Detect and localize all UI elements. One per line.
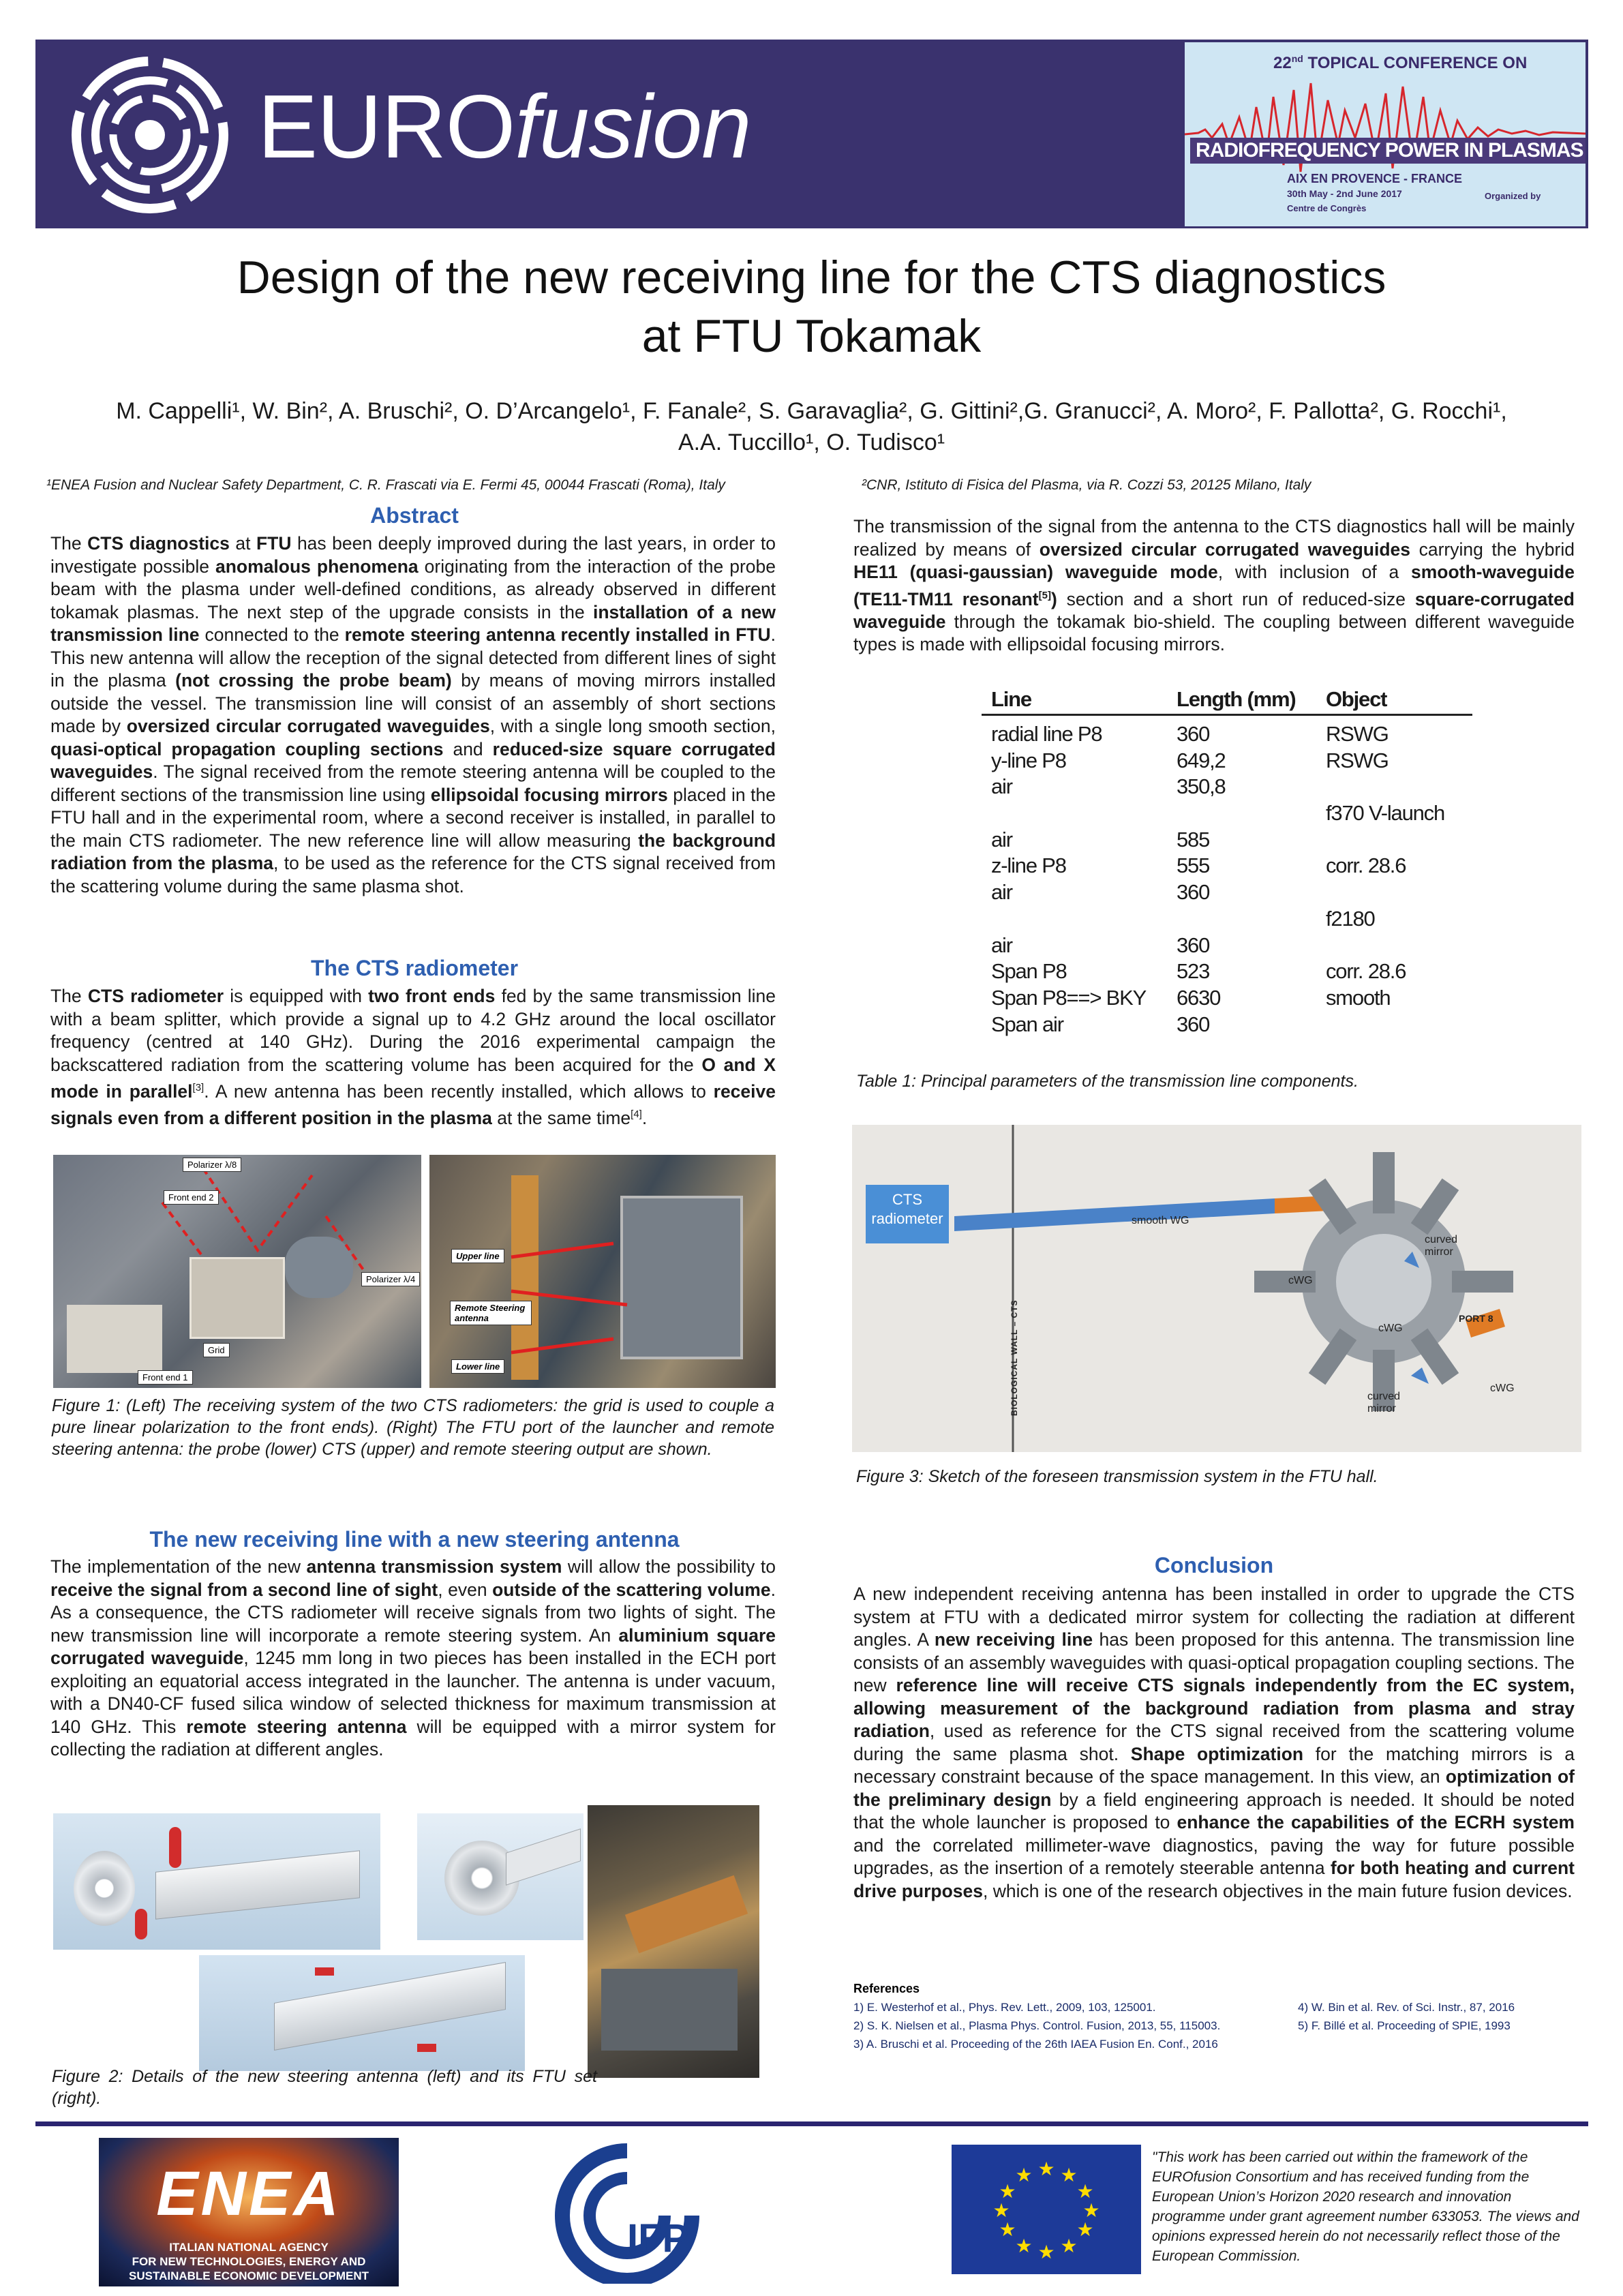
- table-row: Span air 360: [991, 1012, 1210, 1036]
- label-polarizer-4: Polarizer λ/4: [361, 1272, 420, 1286]
- curved-mirror-label-1: curved mirror: [1425, 1234, 1458, 1258]
- enea-tagline: ITALIAN NATIONAL AGENCY FOR NEW TECHNOLOGIES, ENERGY AND SUSTAINABLE ECONOMIC DEVELOPMENT: [129, 2241, 369, 2282]
- label-upper-line: Upper line: [451, 1249, 504, 1263]
- svg-text:★: ★: [1037, 2241, 1055, 2263]
- ifp-logo-block: [545, 2141, 709, 2284]
- table-row: Span P8==> BKY 6630 smooth: [991, 985, 1391, 1010]
- footer-divider: [35, 2121, 1588, 2126]
- abstract-text: The CTS diagnostics at FTU has been deeply improved during the last years, in order to investigate possible anomalous phenomena originating from the interaction of the probe beam with the plasma under well-defined conditions, as already observed in different tokamak plasmas. The next step of the upgrade consists in the installation of a new transmission line connected to the remote steering antenna recently installed in FTU. This new antenna will allow the reception of the signal detected from different lines of sight in the plasma (not crossing the probe beam) by means of moving mirrors installed outside the vessel. The transmission line will consist of an assembly of short sections made by oversized circular corrugated waveguides, with a single long smooth section, quasi-optical propagation coupling sections and reduced-size square corrugated waveguides. The signal received from the remote steering antenna will be coupled to the different sections of the transmission line using ellipsoidal focusing mirrors placed in the FTU hall and in the experimental room, where a second receiver is installed, in parallel to the main CTS radiometer. The new reference line will allow measuring the background radiation from the plasma, to be used as the reference for the CTS signal received from the scattering volume during the same plasma shot.: [50, 533, 776, 896]
- acknowledgement-text: "This work has been carried out within the framework of the EUROfusion Consortium and has received funding from the European Union’s Horizon 2020 research and innovation programme under grant agreement number 633053. The views and opinions expressed herein do not necessarily reflect those of the European Commission.: [1152, 2149, 1579, 2264]
- table1: [982, 680, 1472, 1038]
- poster-title: Design of the new receiving line for the CTS diagnostics at FTU Tokamak: [237, 252, 1386, 362]
- label-remote-steering-antenna: Remote Steering antenna: [450, 1301, 532, 1325]
- biological-wall-label: BIOLOGICAL WALL – CTS: [1010, 1299, 1019, 1416]
- svg-text:★: ★: [1076, 2180, 1094, 2203]
- enea-logo-block: [99, 2138, 399, 2286]
- ifp-logo-text: IFP: [627, 2216, 689, 2261]
- eu-stars-icon: [952, 2145, 1141, 2274]
- author-list: M. Cappelli¹, W. Bin², A. Bruschi², O. D’Arcangelo¹, F. Fanale², S. Garavaglia², G. Gittini²,G. Granucci², A. Moro², F. Pallotta², G. Rocchi¹, A.A. Tuccillo¹, O. Tudisco¹: [116, 398, 1507, 455]
- cwg-label-1: cWG: [1288, 1275, 1313, 1286]
- conference-banner: [1185, 42, 1586, 226]
- eu-flag: [952, 2145, 1141, 2274]
- references: [853, 1980, 1576, 2059]
- table-row: f2180: [1326, 906, 1375, 931]
- radiometer-heading: The CTS radiometer: [310, 956, 519, 980]
- conference-organizer: Organized by: [1485, 191, 1541, 201]
- figure2-waveguide-render: [199, 1955, 525, 2071]
- abstract-heading: Abstract: [370, 503, 459, 528]
- affiliation-1: ¹ENEA Fusion and Nuclear Safety Department, C. R. Frascati via E. Fermi 45, 00044 Frascati (Roma), Italy: [46, 477, 725, 493]
- table1-col-line: Line: [991, 687, 1031, 711]
- curved-mirror-label-2: curved mirror: [1367, 1391, 1401, 1415]
- label-lower-line: Lower line: [451, 1359, 504, 1374]
- transmission-text: The transmission of the signal from the antenna to the CTS diagnostics hall will be mainly realized by means of oversized circular corrugated waveguides carrying the hybrid HE11 (quasi-gaussian) waveguide mode, with inclusion of a smooth-waveguide (TE11-TM11 resonant[5]) section and a short run of reduced-size square-corrugated waveguide through the tokamak bio-shield. The coupling between different waveguide types is made with ellipsoidal focusing mirrors.: [853, 516, 1575, 655]
- affiliation-2: ²CNR, Istituto di Fisica del Plasma, via R. Cozzi 53, 20125 Milano, Italy: [862, 477, 1311, 493]
- table-row: Span P8 523 corr. 28.6: [991, 959, 1406, 984]
- reference-4: 4) W. Bin et al. Rev. of Sci. Instr., 87, 2016: [1298, 2001, 1515, 2014]
- cwg-label-2: cWG: [1378, 1323, 1403, 1334]
- cwg-label-3: cWG: [1490, 1383, 1515, 1394]
- label-polarizer-8: Polarizer λ/8: [183, 1158, 241, 1172]
- table-row: f370 V-launch: [1326, 801, 1444, 826]
- label-front-end-1: Front end 1: [138, 1370, 193, 1385]
- table-row: air 360: [991, 880, 1210, 905]
- figure3-diagram: [852, 1125, 1581, 1452]
- conference-location: AIX EN PROVENCE - FRANCE: [1287, 172, 1463, 185]
- table1-col-object: Object: [1326, 687, 1387, 711]
- svg-text:★: ★: [1015, 2164, 1033, 2186]
- cts-radiometer-box: CTS radiometer: [871, 1191, 943, 1227]
- svg-text:★: ★: [999, 2218, 1016, 2241]
- smooth-wg-label: smooth WG: [1132, 1215, 1189, 1226]
- table-row: air 360: [991, 933, 1210, 957]
- table-row: z-line P8 555 corr. 28.6: [991, 854, 1406, 878]
- ifp-logo-icon: [545, 2141, 709, 2284]
- svg-text:★: ★: [1037, 2158, 1055, 2180]
- table-row: air 350,8: [991, 774, 1226, 799]
- reference-1: 1) E. Westerhof et al., Phys. Rev. Lett., 2009, 103, 125001.: [853, 2001, 1156, 2014]
- svg-text:★: ★: [1076, 2218, 1094, 2241]
- reference-2: 2) S. K. Nielsen et al., Plasma Phys. Control. Fusion, 2013, 55, 115003.: [853, 2019, 1221, 2032]
- conference-venue: Centre de Congrès: [1287, 203, 1367, 213]
- figure2-caption: Figure 2: Details of the new steering antenna (left) and its FTU set (right).: [52, 2067, 597, 2108]
- svg-text:★: ★: [1060, 2235, 1078, 2257]
- figure2-antenna-render: [53, 1813, 380, 1950]
- svg-text:★: ★: [1015, 2235, 1033, 2257]
- reference-3: 3) A. Bruschi et al. Proceeding of the 26th IAEA Fusion En. Conf., 2016: [853, 2038, 1218, 2051]
- port8-label: PORT 8: [1459, 1313, 1493, 1324]
- references-heading: References: [853, 1982, 920, 1995]
- label-grid: Grid: [203, 1343, 230, 1357]
- svg-text:★: ★: [999, 2180, 1016, 2203]
- figure3-sketch: [852, 1125, 1581, 1452]
- radiometer-text: The CTS radiometer is equipped with two front ends fed by the same transmission line with a beam splitter, which provide a signal up to 4.2 GHz around the local oscillator frequency (centred at 140 GHz). During the 2016 experimental campaign the backscattered radiation from the scattering volume has been acquired for the O and X mode in parallel[3]. A new antenna has been recently installed, which allows to receive signals even from a different position in the plasma at the same time[4].: [50, 986, 776, 1129]
- newline-heading: The new receiving line with a new steering antenna: [149, 1527, 680, 1552]
- figure2-ftu-photo: [588, 1805, 759, 2078]
- table-row: radial line P8 360 RSWG: [991, 722, 1389, 746]
- table-row: air 585: [991, 827, 1210, 851]
- conference-dates: 30th May - 2nd June 2017: [1287, 188, 1402, 199]
- figure2-flange-render: [417, 1813, 583, 1940]
- eurofusion-wordmark: EUROfusion: [258, 76, 751, 177]
- figure1-caption: Figure 1: (Left) The receiving system of the two CTS radiometers: the grid is used to couple a pure linear polarization to the front ends). (Right) The FTU port of the launcher and remote steering antenna: the probe (lower) CTS (upper) and remote steering output are shown.: [52, 1396, 774, 1459]
- label-front-end-2: Front end 2: [164, 1190, 219, 1205]
- newline-text: The implementation of the new antenna transmission system will allow the possibility to receive the signal from a second line of sight, even outside of the scattering volume. As a consequence, the CTS radiometer will receive signals from two lights of sight. The new transmission line will incorporate a remote steering system. An aluminium square corrugated waveguide, 1245 mm long in two pieces has been installed in the ECH port exploiting an equatorial access integrated in the launcher. The antenna is under vacuum, with a DN40-CF fused silica window of selected thickness for maximum transmission at 140 GHz. This remote steering antenna will be equipped with a mirror system for collecting the radiation at different angles.: [50, 1556, 776, 1759]
- table-row: y-line P8 649,2 RSWG: [991, 748, 1389, 772]
- reference-5: 5) F. Billé et al. Proceeding of SPIE, 1993: [1298, 2019, 1511, 2032]
- svg-text:★: ★: [992, 2199, 1010, 2222]
- enea-logo: ENEA: [156, 2159, 342, 2229]
- conference-title: RADIOFREQUENCY POWER IN PLASMAS: [1190, 138, 1586, 164]
- table1-caption: Table 1: Principal parameters of the transmission line components.: [856, 1072, 1359, 1091]
- conclusion-text: A new independent receiving antenna has been installed in order to upgrade the CTS system at FTU with a dedicated mirror system for collecting the radiation at different angles. A new receiving line has been proposed for this antenna. The transmission line consists of an assembly waveguides with quasi-optical propagation coupling sections. The new reference line will receive CTS signals independently from the EC system, allowing measurement of the background radiation from plasma and stray radiation, used as reference for the CTS signal received from the scattering volume during the same plasma shot. Shape optimization for the matching mirrors is a necessary constraint because of the space management. In this view, an optimization of the preliminary design by a field engineering approach is needed. It should be noted that the whole launcher is proposed to enhance the capabilities of the ECRH system and the correlated millimeter-wave diagnostics, paving the way for future possible upgrades, as the insertion of a remotely steerable antenna for both heating and current drive purposes, which is one of the research objectives in the main future fusion devices.: [853, 1584, 1575, 1901]
- figure1-right-photo: [429, 1155, 776, 1388]
- svg-text:★: ★: [1082, 2199, 1100, 2222]
- table1-col-length: Length (mm): [1177, 687, 1296, 711]
- svg-text:★: ★: [1060, 2164, 1078, 2186]
- figure3-caption: Figure 3: Sketch of the foreseen transmission system in the FTU hall.: [856, 1467, 1378, 1486]
- conference-edition: 22nd TOPICAL CONFERENCE ON: [1273, 53, 1528, 72]
- table1-header: [982, 680, 1472, 716]
- conclusion-heading: Conclusion: [1154, 1553, 1274, 1577]
- figure1-left-photo: [53, 1155, 421, 1388]
- eurofusion-logo-icon: [68, 53, 232, 217]
